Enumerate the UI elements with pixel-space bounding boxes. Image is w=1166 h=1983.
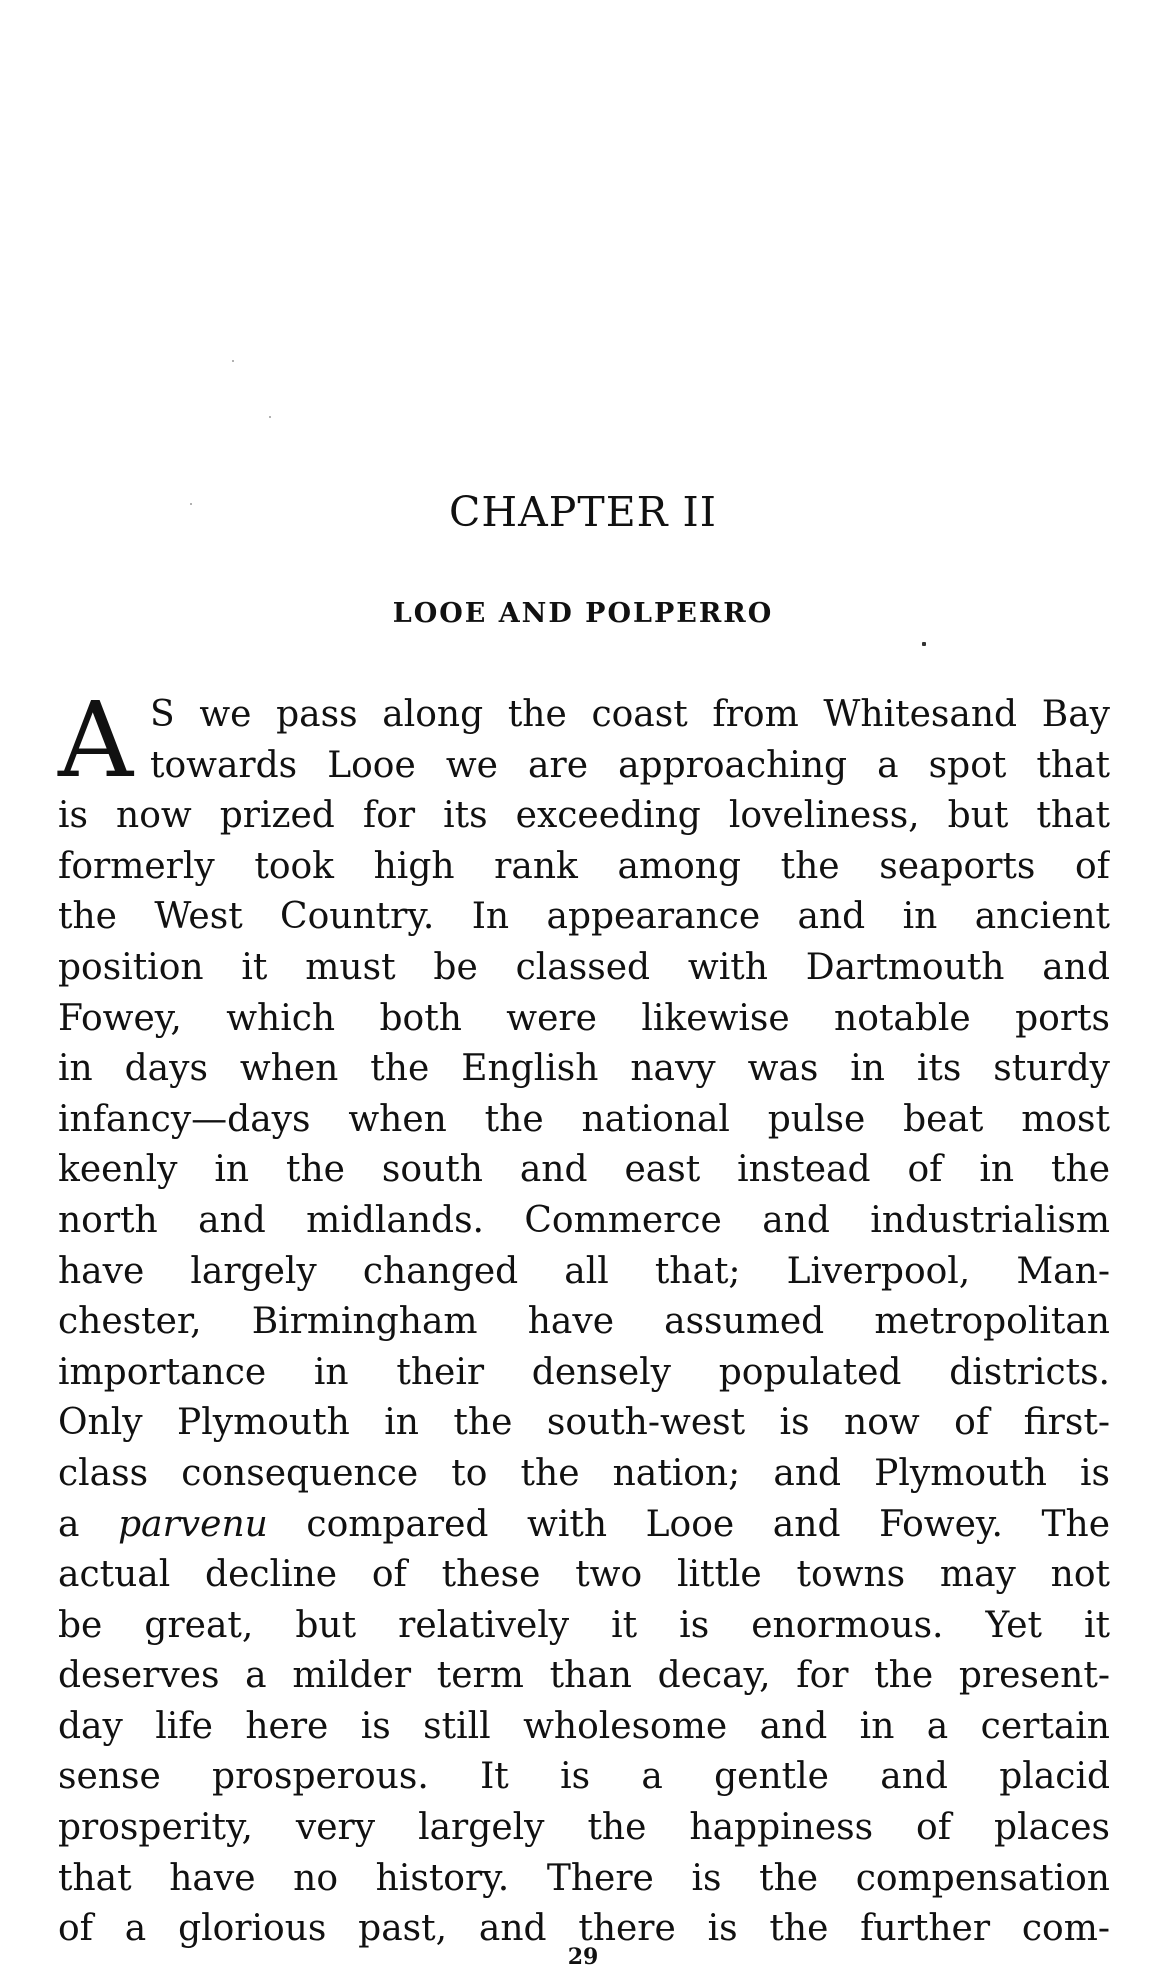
text-line: position it must be classed with Dartmouth and <box>58 946 1110 988</box>
text-line: is now prized for its exceeding loveliness, but that <box>58 795 1110 837</box>
text-line: be great, but relatively it is enormous. Yet it <box>58 1604 1110 1646</box>
text-line: chester, Birmingham have assumed metropolitan <box>58 1301 1110 1343</box>
text-line: in days when the English navy was in its sturdy <box>58 1048 1110 1090</box>
text-line: that have no history. There is the compensation <box>58 1857 1110 1899</box>
text-line-with-italic <box>58 1500 1110 1551</box>
chapter-title: CHAPTER II <box>449 488 717 536</box>
text-line: of a glorious past, and there is the further com- <box>58 1908 1110 1950</box>
page-number: 29 <box>567 1944 599 1970</box>
text-line: deserves a milder term than decay, for the present- <box>58 1655 1110 1697</box>
drop-cap: A <box>58 679 134 801</box>
text-line: keenly in the south and east instead of in the <box>58 1149 1110 1191</box>
chapter-subtitle: LOOE AND POLPERRO <box>392 598 774 629</box>
text-line: sense prosperous. It is a gentle and placid <box>58 1756 1110 1798</box>
text-line: north and midlands. Commerce and industrialism <box>58 1199 1110 1241</box>
text-line: class consequence to the nation; and Plymouth is <box>58 1452 1110 1494</box>
text-line: infancy—days when the national pulse beat most <box>58 1098 1110 1140</box>
text-line: Only Plymouth in the south-west is now of first- <box>58 1402 1110 1444</box>
text-line: importance in their densely populated districts. <box>58 1351 1110 1393</box>
text-line: S we pass along the coast from Whitesand Bay <box>150 694 1110 735</box>
text-line: prosperity, very largely the happiness of places <box>58 1807 1110 1849</box>
text-line: formerly took high rank among the seaports of <box>58 845 1110 887</box>
scan-speck <box>232 360 234 362</box>
scan-speck <box>269 416 271 418</box>
text-line: towards Looe we are approaching a spot that <box>150 744 1110 786</box>
line-remainder: compared with Looe and Fowey. The <box>306 1503 1110 1545</box>
text-line: actual decline of these two little towns may not <box>58 1554 1110 1596</box>
italic-word: parvenu <box>118 1503 268 1545</box>
text-line: Fowey, which both were likewise notable ports <box>58 997 1110 1039</box>
body-text <box>58 679 1110 1955</box>
italic-prefix: a <box>58 1503 80 1545</box>
scan-speck <box>922 642 926 646</box>
text-line: the West Country. In appearance and in ancient <box>58 896 1110 938</box>
text-line: have largely changed all that; Liverpool, Man- <box>58 1250 1110 1292</box>
text-line: day life here is still wholesome and in a certain <box>58 1705 1110 1747</box>
